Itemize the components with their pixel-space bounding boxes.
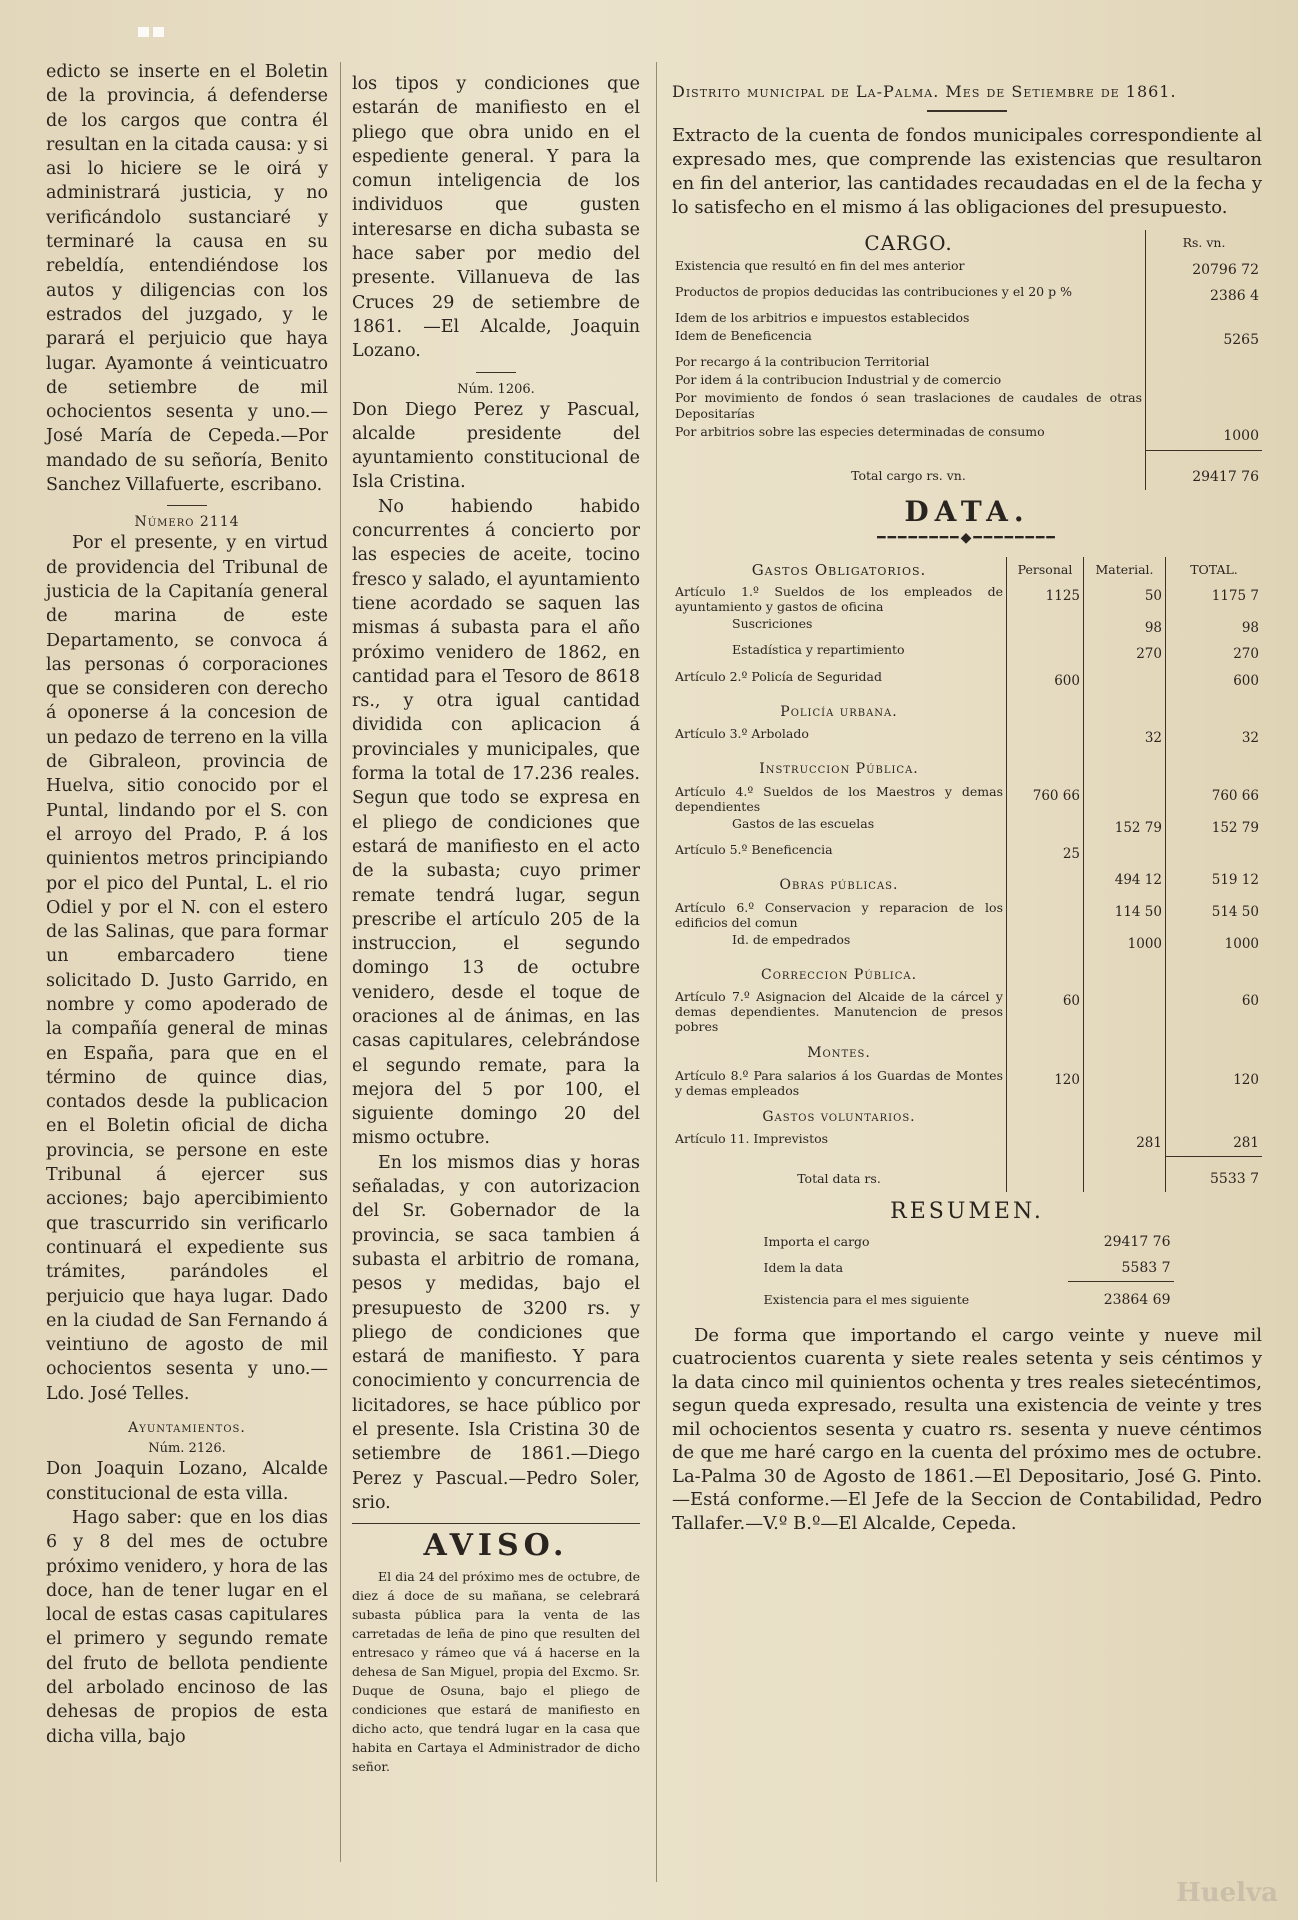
data-row-material: 281 xyxy=(1084,1130,1166,1157)
cargo-row xyxy=(672,371,1262,389)
cargo-row xyxy=(672,283,1262,309)
data-row-total xyxy=(1166,841,1263,867)
cargo-title: CARGO. xyxy=(864,231,953,256)
data-row-personal xyxy=(1007,1130,1084,1157)
data-row-personal: 60 xyxy=(1007,988,1084,1035)
data-row xyxy=(672,751,1262,782)
cargo-row-label: Por recargo á la contribucion Territorial xyxy=(675,354,930,370)
data-row-label: Instruccion Pública. xyxy=(759,761,919,778)
data-row-material: 98 xyxy=(1084,615,1166,641)
data-row xyxy=(672,668,1262,694)
cargo-row xyxy=(672,423,1262,450)
cargo-row-value xyxy=(1146,309,1263,327)
notice-2126-continuation: los tipos y condiciones que estarán de manifiesto en el pliego que obra unido en el espediente general. Y para la comun inteligencia de los individuos que gusten interesarse en dicha subasta se hace saber por medio del presente. Villanueva de las Cruces 29 de setiembre de 1861. —El Alcalde, Joaquin Lozano. xyxy=(352,74,640,362)
cargo-row-label: Por movimiento de fondos ó sean traslaciones de caudales de otras Depositarías xyxy=(675,390,1142,422)
resumen-row xyxy=(761,1229,1174,1255)
data-total-label: Total data rs. xyxy=(797,1170,881,1186)
data-row-label: Gastos de las escuelas xyxy=(732,815,875,831)
resumen-row-value: 29417 76 xyxy=(1103,1233,1171,1250)
data-row-label: Estadística y repartimiento xyxy=(732,642,905,658)
data-row-material: 1000 xyxy=(1084,931,1166,957)
existencia-label: Existencia para el mes siguiente xyxy=(763,1291,970,1307)
edict-continuation: edicto se inserte en el Boletin de la provincia, á defenderse de los cargos que contra él resultan en la citada causa: y si asi lo hiciere se le oirá y administrará justicia, y no verificándolo sustanciaré y terminaré la causa en su rebeldía, entendiéndose los autos y diligencias con los estrados del juzgado, y le parará el perjuicio que haya lugar. Ayamonte á veinticuatro de setiembre de mil ochocientos sesenta y uno.—José María de Cepeda.—Por mandado de su señoría, Benito Sanchez Villafuerte, escribano. xyxy=(46,62,328,496)
data-row-personal xyxy=(1007,725,1084,751)
data-row xyxy=(672,1067,1262,1099)
data-row-label: Artículo 8.º Para salarios á los Guardas de Montes y demas empleados xyxy=(675,1067,1003,1098)
notice-number-2126: Núm. 2126. xyxy=(148,1441,226,1457)
data-head-material: Material. xyxy=(1084,557,1166,583)
resumen-row-label: Idem la data xyxy=(763,1260,844,1276)
data-row-label: Artículo 6.º Conservacion y reparacion de los edificios del comun xyxy=(675,899,1003,930)
notice-2126-heading: Don Joaquin Lozano, Alcalde constitucional de esta villa. xyxy=(46,1459,328,1504)
data-row-total: 120 xyxy=(1166,1067,1263,1099)
existencia-value: 23864 69 xyxy=(1068,1282,1174,1314)
section-ayuntamientos: Ayuntamientos. xyxy=(128,1420,246,1437)
cargo-table xyxy=(672,230,1262,490)
data-row-total: 98 xyxy=(1166,615,1263,641)
data-row-personal: 600 xyxy=(1007,668,1084,694)
data-row-material xyxy=(1084,751,1166,782)
separator xyxy=(167,505,207,506)
cargo-row-value xyxy=(1146,389,1263,423)
data-row-total: 600 xyxy=(1166,668,1263,694)
data-row xyxy=(672,783,1262,815)
data-row-material xyxy=(1084,1067,1166,1099)
column-rule-1 xyxy=(340,62,341,1862)
data-row xyxy=(672,694,1262,725)
cargo-row-value: 5265 xyxy=(1146,327,1263,353)
column-rule-2 xyxy=(656,62,657,1882)
data-row-total xyxy=(1166,751,1263,782)
data-row-material xyxy=(1084,1099,1166,1130)
title-rule xyxy=(927,110,1007,112)
data-row-material xyxy=(1084,841,1166,867)
data-row xyxy=(672,641,1262,667)
data-row-label: Obras públicas. xyxy=(779,877,899,894)
data-row-label: Artículo 11. Imprevistos xyxy=(675,1130,829,1146)
cargo-row xyxy=(672,353,1262,371)
data-total-value: 5533 7 xyxy=(1166,1157,1263,1193)
data-row-personal xyxy=(1007,615,1084,641)
column-left xyxy=(46,60,328,1749)
data-row xyxy=(672,1035,1262,1066)
aviso-rule xyxy=(352,1523,640,1524)
data-row-label: Montes. xyxy=(807,1045,871,1062)
resumen-table xyxy=(761,1229,1174,1314)
data-row-personal: 1125 xyxy=(1007,583,1084,615)
column-middle xyxy=(352,72,640,1776)
data-row-total: 281 xyxy=(1166,1130,1263,1157)
data-row-personal: 120 xyxy=(1007,1067,1084,1099)
data-head-gastos: Gastos Obligatorios. xyxy=(751,560,927,579)
cargo-row-label: Existencia que resultó en fin del mes anterior xyxy=(675,257,965,273)
resumen-row-label: Importa el cargo xyxy=(763,1233,870,1249)
data-row xyxy=(672,615,1262,641)
cargo-row-label: Idem de los arbitrios e impuestos establecidos xyxy=(675,310,970,326)
cargo-row-label: Idem de Beneficencia xyxy=(675,328,812,344)
notice-1206-text-2: En los mismos dias y horas señaladas, y con autorizacion del Sr. Gobernador de la provincia, se saca tambien á subasta el arbitrio de romana, pesos y medidas, bajo el presupuesto de 3200 rs. y pliego de condiciones que estará de manifiesto. Y para conocimiento y concurrencia de licitadores, se hace público por el presente. Isla Cristina 30 de setiembre de 1861.—Diego Perez y Pascual.—Pedro Soler, srio. xyxy=(352,1152,640,1513)
data-row-label: Policía urbana. xyxy=(780,703,898,720)
separator xyxy=(476,372,516,373)
data-row-personal xyxy=(1007,867,1084,898)
data-row xyxy=(672,815,1262,841)
data-row-material: 152 79 xyxy=(1084,815,1166,841)
data-row-label: Artículo 2.º Policía de Seguridad xyxy=(675,668,883,684)
aviso-title: AVISO. xyxy=(423,1528,569,1564)
cargo-total-value: 29417 76 xyxy=(1146,450,1263,490)
data-row-label: Suscriciones xyxy=(732,615,813,631)
data-row xyxy=(672,867,1262,898)
data-row-material: 494 12 xyxy=(1084,867,1166,898)
notice-number-1206: Núm. 1206. xyxy=(457,381,535,397)
data-row-total: 514 50 xyxy=(1166,899,1263,931)
cargo-total-label: Total cargo rs. vn. xyxy=(851,468,966,484)
column-right xyxy=(672,80,1262,1535)
notice-number-2114: Número 2114 xyxy=(134,514,240,531)
cargo-unit: Rs. vn. xyxy=(1146,230,1263,256)
data-row-total: 1175 7 xyxy=(1166,583,1263,615)
cargo-row-value xyxy=(1146,371,1263,389)
data-row-personal: 25 xyxy=(1007,841,1084,867)
data-row-personal xyxy=(1007,815,1084,841)
data-row-material xyxy=(1084,957,1166,988)
data-row-total: 32 xyxy=(1166,725,1263,751)
data-row-material: 114 50 xyxy=(1084,899,1166,931)
data-row xyxy=(672,988,1262,1035)
data-row-total: 60 xyxy=(1166,988,1263,1035)
cargo-row-value xyxy=(1146,353,1263,371)
cargo-row-label: Por arbitrios sobre las especies determinadas de consumo xyxy=(675,424,1045,440)
data-row-total xyxy=(1166,1099,1263,1130)
cargo-row xyxy=(672,309,1262,327)
cargo-row-value: 20796 72 xyxy=(1146,257,1263,283)
account-extract: Extracto de la cuenta de fondos municipales correspondiente al expresado mes, que comprende las existencias que resultaron en fin del anterior, las cantidades recaudadas en el de la fecha y lo satisfecho en el mismo á las obligaciones del presupuesto. xyxy=(672,125,1262,219)
data-row-label: Artículo 7.º Asignacion del Alcaide de la cárcel y demas dependientes. Manutencion de presos pobres xyxy=(675,989,1003,1035)
data-row-personal xyxy=(1007,1099,1084,1130)
data-row-material: 32 xyxy=(1084,725,1166,751)
data-row-material xyxy=(1084,668,1166,694)
cargo-row-value: 2386 4 xyxy=(1146,283,1263,309)
cargo-row xyxy=(672,389,1262,423)
notice-1206-text: No habiendo habido concurrentes á concierto por las especies de aceite, tocino fresco y salado, el ayuntamiento tiene acordado se saquen las mismas á subasta para el año próximo venidero de 1862, en cantidad para el Tesoro de 8618 rs., y otra igual cantidad dividida con aplicacion á provinciales y municipales, que forma la total de 17.236 reales. Segun que todo se expresa en el pliego de condiciones que estará de manifiesto en el acto de la subasta; cuyo primer remate tendrá lugar, segun prescribe el artículo 205 de la instruccion, el segundo domingo 13 de octubre venidero, desde el toque de oraciones al de ánimas, en las casas capitulares, celebrándose el segundo remate, para la mejora del 5 por 100, el siguiente domingo 20 del mismo octubre. xyxy=(352,496,640,1149)
data-row-personal xyxy=(1007,751,1084,782)
data-row xyxy=(672,841,1262,867)
data-row-total xyxy=(1166,694,1263,725)
data-row-total: 1000 xyxy=(1166,931,1263,957)
closing-statement: De forma que importando el cargo veinte y nueve mil cuatrocientos cuarenta y siete reales setenta y seis céntimos y la data cinco mil quinientos ochenta y tres reales sietecéntimos, segun queda expresado, resulta una existencia de veinte y tres mil ochocientos sesenta y cuatro rs. sesenta y nueve céntimos de que me haré cargo en la cuenta del próximo mes de octubre. La-Palma 30 de Agosto de 1861.—El Depositario, José G. Pinto.—Está conforme.—El Jefe de la Seccion de Contabilidad, Pedro Tallafer.—V.º B.º—El Alcalde, Cepeda. xyxy=(672,1324,1262,1534)
data-row-label: Artículo 3.º Arbolado xyxy=(675,726,809,742)
data-row-personal: 760 66 xyxy=(1007,783,1084,815)
district-title: Distrito municipal de La-Palma. Mes de Setiembre de 1861. xyxy=(672,82,1177,101)
data-row-personal xyxy=(1007,641,1084,667)
data-row-total: 519 12 xyxy=(1166,867,1263,898)
cargo-row xyxy=(672,327,1262,353)
data-row-personal xyxy=(1007,694,1084,725)
data-row-personal xyxy=(1007,957,1084,988)
data-head-total: TOTAL. xyxy=(1166,557,1263,583)
data-row-label: Id. de empedrados xyxy=(732,931,851,947)
data-title: DATA. xyxy=(904,495,1030,529)
data-row-material xyxy=(1084,694,1166,725)
data-row-material xyxy=(1084,988,1166,1035)
cargo-row-value: 1000 xyxy=(1146,423,1263,450)
data-row-label: Gastos voluntarios. xyxy=(762,1108,916,1125)
cargo-row-label: Por idem á la contribucion Industrial y de comercio xyxy=(675,372,1002,388)
data-row-material: 50 xyxy=(1084,583,1166,615)
data-row xyxy=(672,1130,1262,1157)
data-row-material: 270 xyxy=(1084,641,1166,667)
data-row-label: Correccion Pública. xyxy=(760,966,918,983)
data-row-personal xyxy=(1007,1035,1084,1066)
ornament-rule: ━━━━━━━━◆━━━━━━━━ xyxy=(877,530,1057,547)
resumen-row-value: 5583 7 xyxy=(1121,1260,1171,1277)
data-rows xyxy=(672,583,1262,1157)
data-row-label: Artículo 5.º Beneficencia xyxy=(675,842,833,858)
data-row xyxy=(672,725,1262,751)
notice-2114-text: Por el presente, y en virtud de providencia del Tribunal de justicia de la Capitanía general de marina de este Departamento, se convoca á las personas ó corporaciones que se consideren con derecho á oponerse á la concesion de un pedazo de terreno en la villa de Gibraleon, provincia de Huelva, sitio conocido por el Puntal, lindando por el S. con el arroyo del Prado, P. á los quinientos metros principiando por el pico del Puntal, L. el rio Odiel y por el N. con el estero de las Salinas, que para formar un embarcadero tiene solicitado D. Justo Garrido, en nombre y como apoderado de la compañía general de minas en España, para que en el término de quince dias, contados desde la publicacion en el Boletin oficial de dicha provincia, se persone en este Tribunal á ejercer sus acciones; bajo apercibimiento que trascurrido sin verificarlo continuará el expediente sus trámites, parándoles el perjuicio que haya lugar. Dado en la ciudad de San Fernando á veintiuno de agosto de mil ochocientos sesenta y uno.—Ldo. José Telles. xyxy=(46,533,328,1404)
data-row-material xyxy=(1084,1035,1166,1066)
data-row xyxy=(672,899,1262,931)
cargo-row xyxy=(672,257,1262,283)
cargo-rows xyxy=(672,257,1262,451)
data-row-personal xyxy=(1007,931,1084,957)
data-row-total xyxy=(1166,957,1263,988)
scan-corner-marks xyxy=(138,22,168,34)
data-row-total xyxy=(1166,1035,1263,1066)
watermark-logo: Huelva xyxy=(1176,1878,1278,1908)
aviso-text: El dia 24 del próximo mes de octubre, de diez á doce de su mañana, se celebrará subasta pública para la venta de las carretadas de leña de pino que resulten del entresaco y rámeo que vá á hacerse en la dehesa de San Miguel, propia del Excmo. Sr. Duque de Osuna, bajo el pliego de condiciones que estará de manifiesto en dicho acto, que tendrá lugar en la casa que habita en Cartaya el Administrador de dicho señor. xyxy=(352,1568,640,1774)
data-row-total: 270 xyxy=(1166,641,1263,667)
data-head-personal: Personal xyxy=(1007,557,1084,583)
data-row-label: Artículo 4.º Sueldos de los Maestros y demas dependientes xyxy=(675,783,1003,814)
data-row xyxy=(672,583,1262,615)
resumen-row xyxy=(761,1255,1174,1282)
data-row-total: 152 79 xyxy=(1166,815,1263,841)
data-row xyxy=(672,957,1262,988)
data-row-personal xyxy=(1007,899,1084,931)
notice-2126-text: Hago saber: que en los dias 6 y 8 del mes de octubre próximo venidero, y hora de las doce, han de tener lugar en el local de estas casas capitulares el primero y segundo remate del fruto de bellota pendiente del arbolado encinoso de las dehesas de propios de esta dicha villa, bajo xyxy=(46,1507,328,1747)
cargo-row-label: Productos de propios deducidas las contribuciones y el 20 p % xyxy=(675,283,1072,299)
data-table xyxy=(672,557,1262,1193)
data-row xyxy=(672,1099,1262,1130)
data-row xyxy=(672,931,1262,957)
resumen-title: RESUMEN. xyxy=(890,1199,1044,1225)
data-row-label: Artículo 1.º Sueldos de los empleados de ayuntamiento y gastos de oficina xyxy=(675,583,1003,614)
data-row-material xyxy=(1084,783,1166,815)
notice-1206-heading: Don Diego Perez y Pascual, alcalde presidente del ayuntamiento constitucional de Isla Cristina. xyxy=(352,399,640,493)
data-row-total: 760 66 xyxy=(1166,783,1263,815)
